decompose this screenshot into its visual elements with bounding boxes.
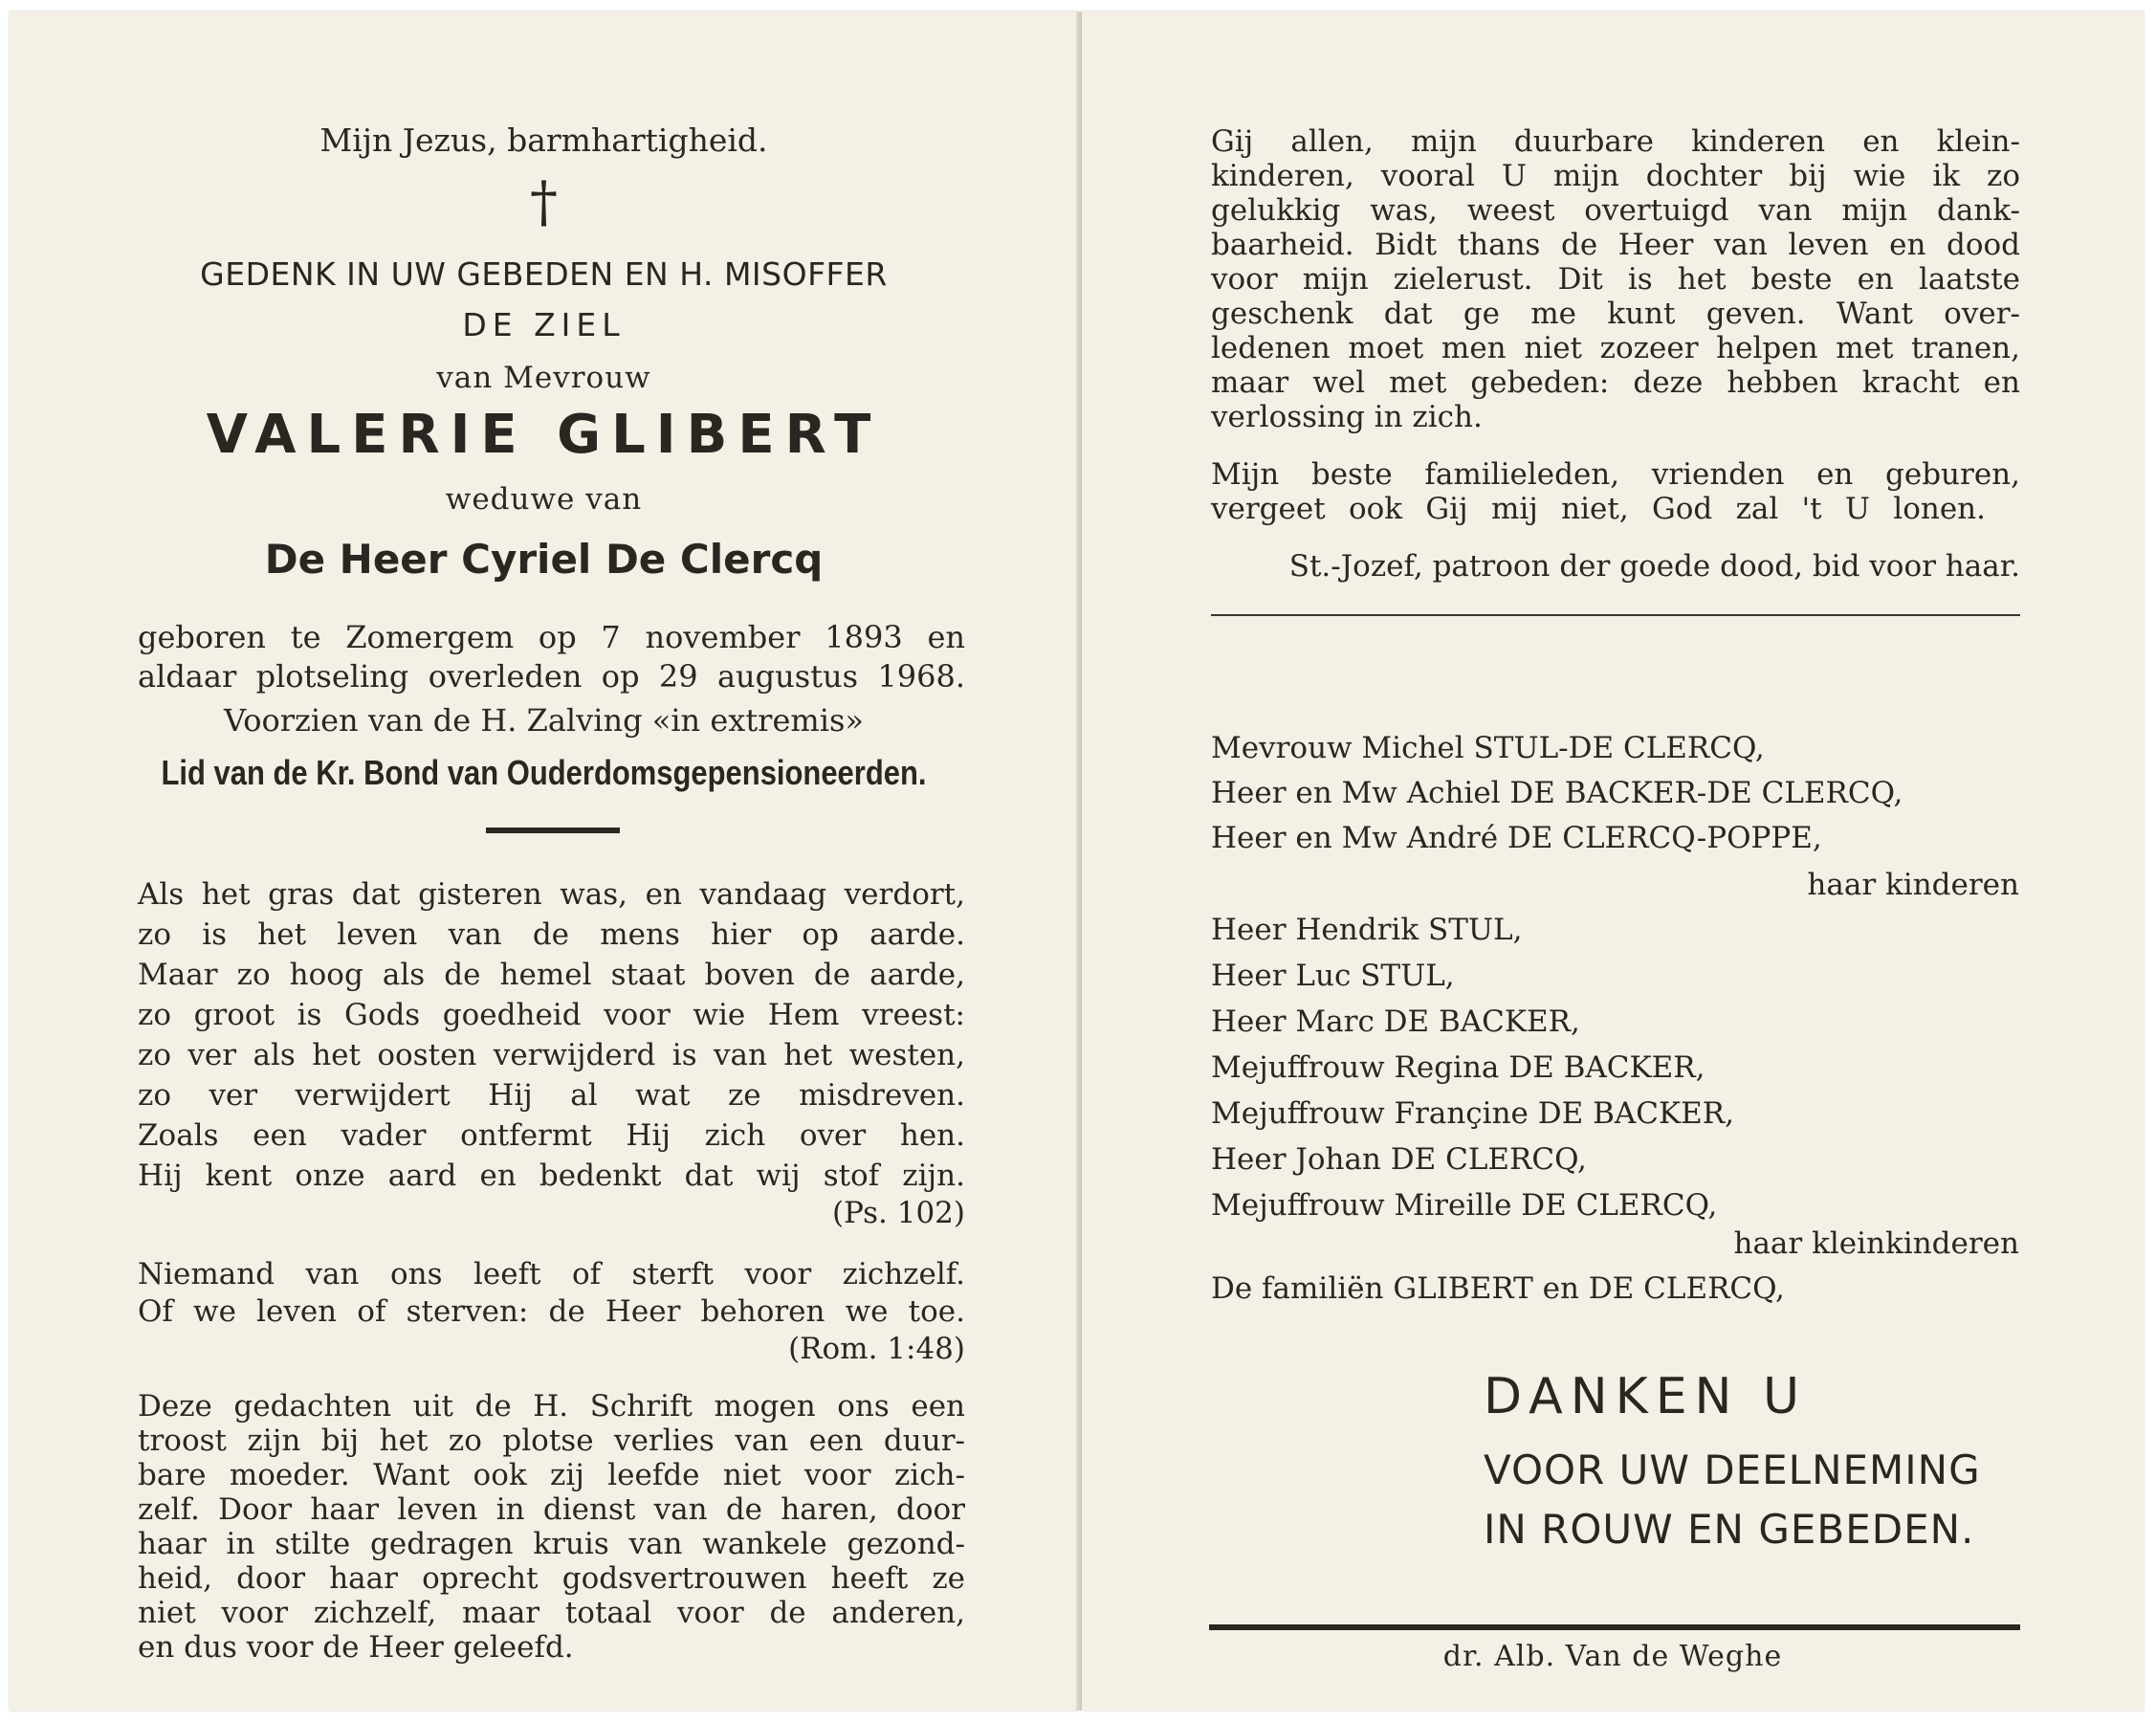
psalm-line: zo ver verwijdert Hij al wat ze misdreven.: [138, 1078, 965, 1113]
romans-reference: (Rom. 1:48): [788, 1332, 965, 1366]
grandchild-entry: Heer Johan DE CLERCQ,: [1211, 1142, 1587, 1177]
reflection-line: Deze gedachten uit de H. Schrift mogen ons een: [138, 1389, 965, 1424]
children-label: haar kinderen: [1807, 868, 2019, 902]
psalm-line: Hij kent onze aard en bedenkt dat wij stof zijn.: [138, 1159, 965, 1193]
reflection-line: bare moeder. Want ook zij leefde niet voor zich-: [138, 1458, 965, 1492]
psalm-line: zo is het leven van de mens hier op aarde.: [138, 917, 965, 952]
thanks-heading: DANKEN U: [1484, 1368, 1808, 1425]
husband-name: De Heer Cyriel De Clercq: [264, 536, 824, 583]
families-line: De familiën GLIBERT en DE CLERCQ,: [1211, 1271, 1785, 1306]
grandchild-entry: Mejuffrouw Regina DE BACKER,: [1211, 1050, 1705, 1085]
invocation-text: Mijn Jezus, barmhartigheid.: [319, 121, 768, 159]
thanks-line: IN ROUW EN GEBEDEN.: [1484, 1506, 1975, 1553]
message-line: gelukkig was, weest overtuigd van mijn dank-: [1211, 193, 2020, 228]
divider-line: [1211, 614, 2020, 616]
separator-line: [486, 828, 620, 833]
reflection-line: troost zijn bij het zo plotse verlies van een duur-: [138, 1424, 965, 1458]
reflection-line: zelf. Door haar leven in dienst van de haren, door: [138, 1492, 965, 1527]
left-card-panel: [10, 11, 1078, 1711]
reflection-line: en dus voor de Heer geleefd.: [138, 1630, 574, 1665]
prayer-line: St.-Jozef, patroon der goede dood, bid voor haar.: [1288, 549, 2020, 584]
remembrance-heading: GEDENK IN UW GEBEDEN EN H. MISOFFER: [200, 255, 888, 293]
message-line: verlossing in zich.: [1211, 400, 1483, 434]
printer-credit: dr. Alb. Van de Weghe: [1442, 1640, 1783, 1673]
reflection-line: haar in stilte gedragen kruis van wankele gezond-: [138, 1527, 965, 1561]
van-mevrouw-text: van Mevrouw: [436, 361, 651, 395]
grandchild-entry: Heer Hendrik STUL,: [1211, 913, 1523, 947]
psalm-reference: (Ps. 102): [831, 1196, 965, 1230]
psalm-line: zo ver als het oosten verwijderd is van het westen,: [138, 1038, 965, 1072]
family-message-line: Mijn beste familieleden, vrienden en geburen,: [1211, 457, 2020, 492]
message-line: geschenk dat ge me kunt geven. Want over-: [1211, 297, 2020, 331]
de-ziel-heading: DE ZIEL: [462, 306, 626, 343]
grandchild-entry: Mejuffrouw Mireille DE CLERCQ,: [1211, 1188, 1718, 1223]
message-line: kinderen, vooral U mijn dochter bij wie ik zo: [1211, 159, 2020, 193]
child-entry: Mevrouw Michel STUL-DE CLERCQ,: [1211, 731, 1765, 765]
message-line: maar wel met gebeden: deze hebben kracht en: [1211, 365, 2020, 400]
widow-of-text: weduwe van: [445, 482, 643, 517]
grandchild-entry: Heer Marc DE BACKER,: [1211, 1004, 1580, 1039]
thanks-line: VOOR UW DEELNEMING: [1484, 1446, 1981, 1493]
message-line: ledenen moet men niet zozeer helpen met tranen,: [1211, 331, 2020, 365]
grandchild-entry: Heer Luc STUL,: [1211, 959, 1455, 993]
grandchild-entry: Mejuffrouw Françine DE BACKER,: [1211, 1096, 1734, 1131]
message-line: baarheid. Bidt thans de Heer van leven en dood: [1211, 228, 2020, 262]
romans-line: Of we leven of sterven: de Heer behoren we toe.: [138, 1294, 965, 1329]
psalm-line: Maar zo hoog als de hemel staat boven de aarde,: [138, 958, 965, 992]
psalm-line: zo groot is Gods goedheid voor wie Hem vreest:: [138, 998, 965, 1032]
death-line: aldaar plotseling overleden op 29 augustus 1968.: [138, 658, 965, 695]
membership-text: Lid van de Kr. Bond van Ouderdomsgepensioneerden.: [161, 753, 927, 792]
message-line: Gij allen, mijn duurbare kinderen en klein-: [1211, 124, 2020, 159]
psalm-line: Als het gras dat gisteren was, en vandaag verdort,: [138, 877, 965, 912]
bottom-rule: [1209, 1624, 2020, 1630]
message-line: voor mijn zielerust. Dit is het beste en laatste: [1211, 262, 2020, 297]
child-entry: Heer en Mw André DE CLERCQ-POPPE,: [1211, 821, 1822, 855]
right-card-panel: [1082, 11, 2144, 1711]
psalm-line: Zoals een vader ontfermt Hij zich over hen.: [138, 1118, 965, 1153]
sacrament-text: Voorzien van de H. Zalving «in extremis»: [224, 702, 864, 739]
child-entry: Heer en Mw Achiel DE BACKER-DE CLERCQ,: [1211, 776, 1903, 810]
romans-line: Niemand van ons leeft of sterft voor zichzelf.: [138, 1257, 965, 1292]
deceased-name: VALERIE GLIBERT: [206, 404, 882, 466]
cross-icon: †: [530, 169, 558, 234]
reflection-line: heid, door haar oprecht godsvertrouwen heeft ze: [138, 1561, 965, 1596]
family-message-line: vergeet ook Gij mij niet, God zal 't U lonen.: [1211, 492, 1986, 526]
grandchildren-label: haar kleinkinderen: [1733, 1226, 2019, 1261]
reflection-line: niet voor zichzelf, maar totaal voor de anderen,: [138, 1596, 965, 1630]
birth-line: geboren te Zomergem op 7 november 1893 en: [138, 619, 965, 655]
